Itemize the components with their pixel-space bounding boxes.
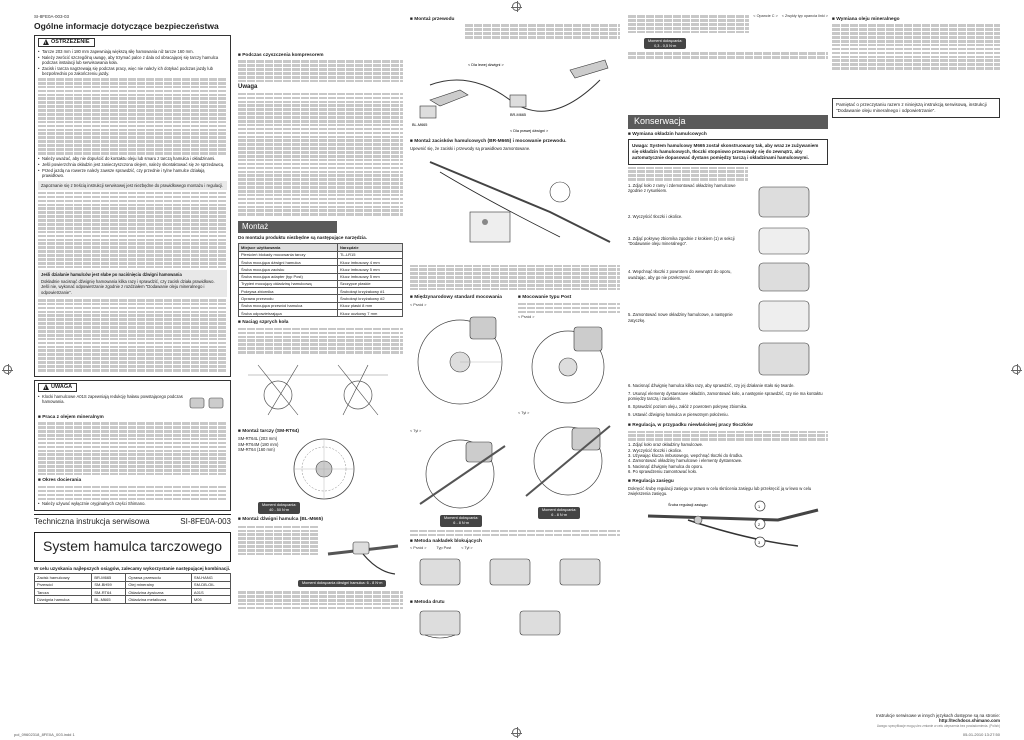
table-cell: Śruba odpowietrzająca — [239, 310, 338, 317]
rotor-model: SM-RT64 (160 mm) — [238, 447, 275, 453]
table-row — [35, 574, 231, 581]
caution-header — [38, 383, 77, 392]
oil-replace-title: ■ Wymiana oleju mineralnego — [832, 17, 1000, 23]
column-maintenance — [628, 14, 828, 556]
table-row — [239, 302, 403, 309]
table-cell: A01S — [191, 589, 230, 596]
wire-method-title: ■ Metoda drutu — [410, 600, 620, 606]
list-item: • Należy uważać, aby nie dopuścić do kontaktu oleju lub smaru z tarczą hamulca i okładzinami. — [38, 156, 227, 161]
rotor-model: SM-RT64L (203 mm) — [238, 436, 278, 442]
table-cell: Śruba mocująca zacisku — [239, 266, 338, 273]
caution-list-2 — [38, 501, 227, 506]
text-filler — [628, 431, 828, 441]
opening-std-label: < Zwykły typ opancia linki > — [781, 14, 828, 18]
list-item: • Tarcze 203 mm i 180 mm zapewniają większą siłę hamowania niż tarcze 160 mm. — [38, 49, 227, 54]
reach-section-title: ■ Regulacja zasięgu — [628, 479, 828, 485]
table-cell: SM-BH59 — [92, 581, 126, 588]
table-cell: Okładzina żywiczna — [126, 589, 192, 596]
table-cell: Dźwignia hamulca — [35, 596, 92, 603]
registration-mark-left — [3, 365, 12, 374]
table-cell: BR-M665 — [92, 574, 126, 581]
text-filler — [38, 422, 227, 475]
regul-step: 4. Zamontować okładziny hamulcowe i elementy dystansowe. — [628, 458, 743, 464]
column-oil — [832, 14, 1000, 118]
table-cell: Tarcza — [35, 589, 92, 596]
table-cell: Śrubokręt krzyżakowy #1 — [337, 288, 402, 295]
pads-step: 1. Zdjąć koło z ramy i zdemontować okładziny hamulcowe zgodnie z rysunkiem. — [628, 182, 736, 194]
text-filler — [38, 78, 227, 155]
montaz-band: Montaż — [238, 221, 337, 233]
text-filler — [38, 299, 227, 372]
table-cell: Klucz imbusowy 4 mm — [337, 258, 402, 265]
rear-label-post: < Tył > — [518, 410, 530, 415]
table-cell: M06 — [191, 596, 230, 603]
table-cell: Klucz oczkowy 7 mm — [337, 310, 402, 317]
table-cell: Śruba mocująca dźwigni hamulca — [239, 258, 338, 265]
table-cell: Klucz imbusowy 5 mm — [337, 273, 402, 280]
uwaga-heading: Uwaga — [238, 83, 258, 90]
table-cell: Śruba mocująca przewód hamulca — [239, 302, 338, 309]
tools-table — [238, 243, 403, 317]
table-cell: Klucz imbusowy 5 mm — [337, 266, 402, 273]
text-filler — [238, 60, 403, 82]
caution-label: UWAGA — [51, 383, 73, 390]
list-item: • Przed jazdą na rowerze należy zawsze sprawdzić, czy przednie i tylne hamulce działają prawidłowo. — [38, 168, 227, 179]
text-filler — [628, 167, 748, 181]
rotor-mount-title: ■ Montaż tarczy (SM-RT64) — [238, 429, 403, 435]
doc-number: SI-8FE0A-003-03 — [34, 14, 70, 19]
front-label-post: < Przód > — [518, 314, 535, 319]
pads-step: 4. Wepchnąć tłoczki z powrotem do wewnątrz do oporu, uważając, aby go nie przekrzywić. — [628, 269, 732, 280]
table-row — [239, 310, 403, 317]
regul-step: 2. Wyczyścić tłoczki i okolice. — [628, 447, 683, 453]
rear-label: < Tył > — [410, 428, 422, 433]
std-mount-diagram — [410, 307, 510, 427]
std-mount-title: ■ Międzynarodowy standard mocowania — [410, 295, 512, 301]
table-row — [239, 295, 403, 302]
text-filler — [410, 530, 620, 536]
pads-section-title: ■ Wymiana okładzin hamulcowych — [628, 132, 828, 138]
pads-step: 2. Wyczyścić tłoczki i okolice. — [628, 214, 683, 220]
reach-mark: 1 — [758, 505, 761, 510]
opening-c-label: < Opancie C > — [753, 14, 778, 18]
tools-col-header: Narzędzie — [337, 244, 402, 251]
table-cell: Okładzina metaliczna — [126, 596, 192, 603]
text-filler — [238, 328, 403, 354]
torque-badge-rotor: Moment dokręcania: 40 - 50 N·m — [258, 502, 300, 514]
table-cell: Szczypce płaskie — [337, 280, 402, 287]
warning-label: OSTRZEŻENIE — [51, 38, 90, 45]
disposal-section-title: ■ Okres docierania — [38, 478, 227, 484]
list-item: • Klocki hamulcowe A01S zapewniają redukcję hałasu powstającego podczas hamowania. — [38, 394, 184, 405]
combo-table — [34, 573, 231, 603]
table-cell: Zacisk hamulcowy — [35, 574, 92, 581]
spoke-section-title: ■ Naciąg szprych koła — [238, 320, 403, 326]
pads-step: 8. Sprawdzić poziom oleju, załóż z powrotem pokrywę zbiornika. — [628, 403, 748, 409]
tech-manual-label: Techniczna instrukcja serwisowa — [34, 517, 150, 527]
torque-badge-caliper: Moment dokręcania: 6 - 8 N·m — [440, 515, 482, 527]
registration-mark-top — [512, 2, 521, 11]
table-cell: Klucz płaski 8 mm — [337, 302, 402, 309]
torque-badge-cover: Moment dokręcania: 0,3 - 0,5 N·m — [644, 38, 686, 50]
lever-model-label: BL-M665 — [412, 122, 428, 127]
pads-uwaga: Uwaga: System hamulcowy M665 został skonstruowany tak, aby wraz ze zużywaniem się okładzin hamulcowych, tłoczki stopniowo przesuwały się do zewnątrz, aby automatycznie dopasować dystans pomiędzy tarczą i okładzinami hamulcowymi. — [628, 139, 828, 165]
post-mount-rear-diagram — [518, 416, 618, 506]
table-cell: Trypień mocujący okładzinę hamulcową — [239, 280, 338, 287]
caution-list — [38, 394, 184, 412]
regul-step: 6. Po sprawdzeniu zamontować koło. — [628, 469, 698, 475]
text-filler — [238, 524, 319, 580]
safety-note: Zapoznanie się z treścią instrukcji serwisowej jest niezbędne do prawidłowego montażu i regulacji. — [38, 181, 227, 190]
bleeding-note-body: Dokładnie nacisnąć dźwignię hamowania kilka razy i sprawdzić, czy zacisk działa prawidłowo. Jeśli nie, wykonać odpowietrzanie zgodnie z rozdziałem "Dodawanie oleju mineralnego i odpowietrzanie". — [41, 278, 215, 295]
text-filler — [628, 14, 749, 35]
hose-label-left: < Dla lewej dźwigni > — [468, 62, 504, 67]
reach-screw-label: Śruba regulacji zasięgu — [668, 503, 708, 508]
text-filler — [518, 303, 620, 313]
warning-list-2 — [38, 156, 227, 179]
regul-step: 5. Nacisnąć dźwignię hamulca do oporu. — [628, 463, 704, 469]
lever-section-title: ■ Montaż dźwigni hamulca (BL-M665) — [238, 517, 403, 523]
lever-illustration — [323, 524, 403, 580]
table-row — [239, 273, 403, 280]
bleeding-note — [38, 270, 227, 297]
text-filler — [465, 24, 620, 38]
hose-diagram — [410, 40, 615, 135]
table-cell: Oprawa przewodu — [126, 574, 192, 581]
post-type-label: Typ Post — [436, 546, 452, 551]
rear-label-bolt: < Tył > — [461, 546, 473, 551]
pads-illustrations — [739, 183, 827, 383]
pads-step: 6. Nacisnąć dźwignię hamulca kilka razy, aby sprawdzić, czy jej działanie stało się twarde. — [628, 382, 795, 388]
table-row — [239, 251, 403, 258]
list-item: • Należy używać wyłącznie oryginalnych części Shimano. — [38, 501, 227, 506]
text-filler — [410, 265, 620, 291]
table-cell: Przewód — [35, 581, 92, 588]
text-filler — [832, 24, 1000, 69]
table-cell: Pierścień blokady mocowania tarczy — [239, 251, 338, 258]
caliper-section-title: ■ Montaż zacisków hamulcowych (BR-M665) i mocowanie przewodu. — [410, 139, 620, 145]
warning-triangle-icon — [43, 39, 49, 45]
rotor-model: SM-RT64M (180 mm) — [238, 441, 279, 447]
text-filler — [628, 52, 828, 58]
pads-step: 7. Usunąć elementy dystansowe okładzin, zamontować koło, a następnie sprawdzić, czy nie ma kontaktu pomiędzy tarczą i zaciskiem. — [628, 390, 823, 402]
table-cell: Olej mineralny — [126, 581, 192, 588]
table-cell: Pokrywa zbiornika — [239, 288, 338, 295]
hose-section-title: ■ Montaż przewodu — [410, 17, 620, 23]
list-item: • Jeśli powierzchnia okładzin jest zanieczyszczona olejem, należy skontaktować się ze sprzedawcą. — [38, 162, 227, 167]
table-cell: Śrubokręt krzyżakowy #2 — [337, 295, 402, 302]
column-safety — [34, 14, 231, 604]
footer-filename: pol_09602318_8FE0A_003.indd 1 — [14, 731, 75, 737]
oil-reference-box: Pamiętać o przeczytaniu razem z niniejszą instrukcją serwisową, instrukcji "Dodawanie oleju mineralnego i odpowietrzanie". — [832, 98, 1000, 118]
footer-url[interactable]: http://techdocs.shimano.com — [939, 718, 1000, 724]
caution-triangle-icon — [43, 384, 49, 390]
warning-header — [38, 38, 95, 47]
caliper-model-label: BR-M665 — [510, 112, 527, 117]
montaz-intro: Do montażu produktu niezbędne są następujące narzędzia. — [238, 235, 367, 241]
warning-list — [38, 49, 227, 77]
oil-section-title: ■ Praca z olejem mineralnym — [38, 415, 227, 421]
table-cell: BL-M665 — [92, 596, 126, 603]
regul-step: 1. Zdjąć koło oraz okładziny hamulcowe. — [628, 442, 704, 448]
post-mount-title: ■ Mocowanie typu Post — [518, 295, 620, 301]
list-item: • Zacisk i tarcza nagrzewają się podczas pracy, więc nie należy ich dotykać podczas jazdy lub bezpośrednio po zakończeniu jazdy. — [38, 66, 227, 77]
table-row — [239, 258, 403, 265]
front-label-bolt: < Przód > — [410, 546, 427, 551]
hose-label-right: < Dla prawej dźwigni > — [510, 128, 549, 133]
torque-badge-caliper-post: Moment dokręcania: 6 - 8 N·m — [538, 507, 580, 519]
reach-diagram — [628, 496, 828, 556]
reach-mark: 2 — [758, 523, 761, 528]
table-row — [35, 589, 231, 596]
caliper-intro: Upewnić się, że zaciski i przewody są prawidłowo zamontowane. — [410, 146, 531, 152]
registration-mark-bottom — [512, 728, 521, 737]
regul-step: 3. Używając klucza imbusowego, wepchnąć tłoczki do środka. — [628, 453, 743, 458]
footer-languages: Instrukcje serwisowe w innych językach dostępne są na stronie: — [876, 712, 1000, 718]
text-filler — [238, 93, 403, 216]
compressor-section-title: ■ Podczas czyszczenia kompresorem — [238, 53, 403, 59]
spoke-diagram — [238, 355, 398, 425]
usage-note: W celu uzyskania najlepszych osiągów, zalecamy wykorzystanie następującej kombinacji. — [34, 565, 231, 571]
table-cell: SM-DB-OIL — [191, 581, 230, 588]
table-cell: SM-HANG — [191, 574, 230, 581]
column-tools — [238, 14, 403, 611]
warning-box — [34, 35, 231, 377]
wire-method-diagram — [410, 607, 615, 641]
system-title: System hamulca tarczowego — [34, 532, 231, 562]
caliper-hose-diagram — [410, 152, 615, 262]
text-filler — [38, 486, 227, 500]
konserwacja-band: Konserwacja — [628, 115, 828, 129]
pads-step: 5. Zamontować nowe okładziny hamulcowe, a następnie zatyczkę. — [628, 312, 733, 323]
text-filler — [238, 591, 403, 609]
registration-mark-right — [1012, 365, 1021, 374]
bolt-method-diagram — [410, 551, 615, 595]
brake-pad-illustration — [187, 394, 227, 412]
footer-fine-print: Uwaga: specyfikacje mogą ulec zmianie w celu ulepszenia bez powiadomienia. (Polish) — [876, 723, 1000, 728]
safety-title: Ogólne informacje dotyczące bezpieczeństwa — [34, 20, 219, 31]
front-label: < Przód > — [410, 302, 427, 307]
rotor-models — [238, 436, 278, 502]
bleeding-note-title: Jeśli działanie hamulców jest słabe po naciśnięciu dźwigni hamowania — [41, 272, 182, 278]
table-cell: SM-RT64 — [92, 589, 126, 596]
torque-badge-lever: Moment dokręcania dźwigni hamulca: 6 - 8 N·m — [298, 580, 386, 587]
text-filler — [38, 192, 227, 269]
rotor-illustration — [282, 436, 367, 502]
reach-mark: 3 — [758, 541, 761, 546]
table-row — [35, 581, 231, 588]
tech-manual-code: SI-8FE0A-003 — [180, 517, 231, 527]
caution-box — [34, 380, 231, 512]
footer-date: 05-01-2010 13:27:50 — [962, 731, 1000, 737]
footer-block — [876, 713, 1000, 728]
table-row — [35, 596, 231, 603]
tech-manual-bar — [34, 514, 231, 527]
pads-step: 3. Zdjąć pokrywę zbiornika zgodnie z krokiem (1) w sekcji "Dodawanie oleju mineralnego". — [628, 235, 735, 247]
table-row — [239, 288, 403, 295]
reach-text: Dokręcić śrubę regulacji zasięgu w prawo w celu skrócenia zasięgu lub przekręcić ją w lewo w celu zwiększenia zasięgu. — [628, 485, 812, 496]
tools-col-header: Miejsce użytkowania — [239, 244, 338, 251]
table-row — [239, 280, 403, 287]
pads-step: 9. Ustawić dźwignię hamulca w pierwotnym położeniu. — [628, 411, 729, 417]
list-item: • Należy zwrócić szczególną uwagę, aby trzymać palce z dala od obracającej się tarczy hamulca podczas instalacji lub serwisowania koła. — [38, 55, 227, 66]
table-row — [239, 266, 403, 273]
post-mount-diagram — [518, 319, 618, 409]
bolt-method-title: ■ Metoda nakładek blokujących — [410, 539, 620, 545]
table-cell: Oprawa przewodu — [239, 295, 338, 302]
regulation-section-title: ■ Regulacja, w przypadku niewłaściwej pracy tłoczków — [628, 423, 828, 429]
table-cell: Śruba mocująca adapter (typ Post) — [239, 273, 338, 280]
std-mount-rear-diagram — [410, 434, 510, 514]
table-cell: TL-LR15 — [337, 251, 402, 258]
column-mounting — [410, 14, 620, 642]
